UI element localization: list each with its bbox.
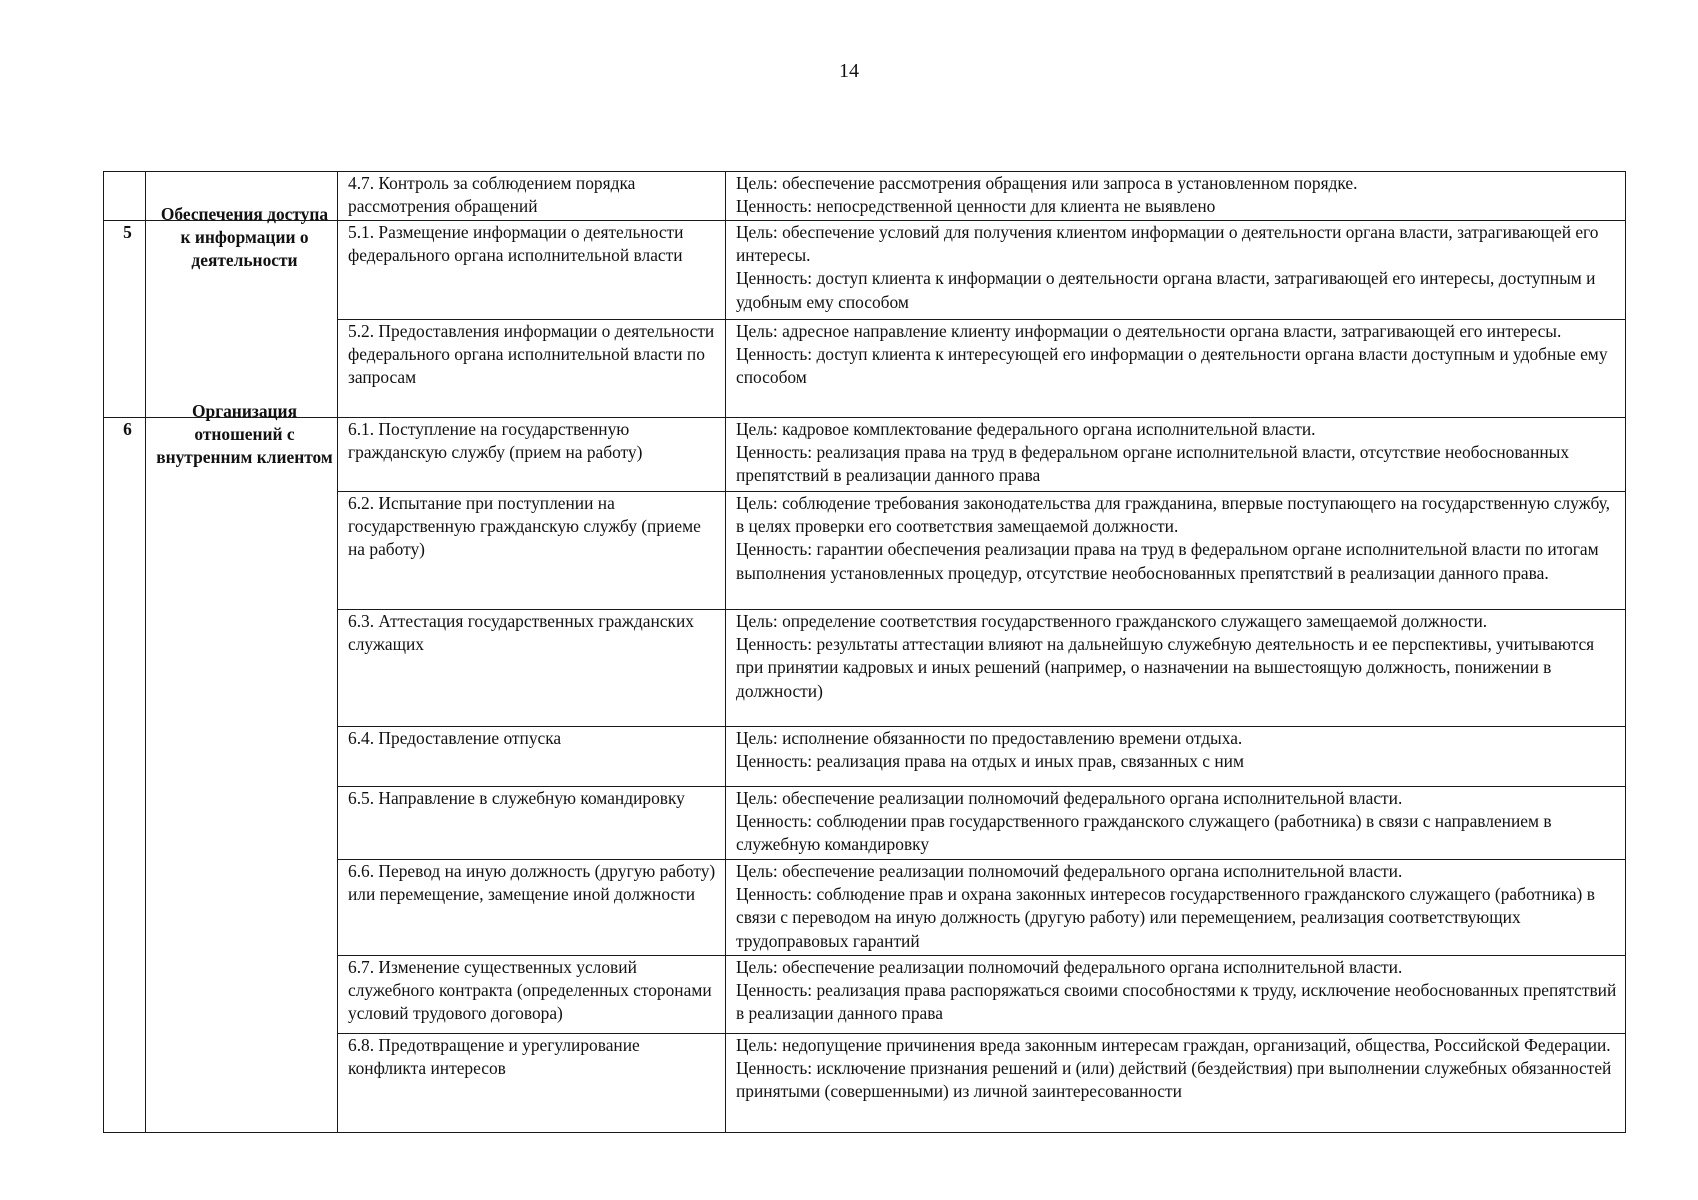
process-cell: 6.1. Поступление на государственную гражданскую службу (прием на работу) xyxy=(338,418,726,492)
page-number: 14 xyxy=(839,60,859,82)
description-cell xyxy=(726,320,1626,418)
value-text: Ценность: реализация права на отдых и иных прав, связанных с ним xyxy=(736,751,1244,772)
section-group xyxy=(146,204,338,418)
goal-text: Цель: обеспечение реализации полномочий федерального органа исполнительной власти. xyxy=(736,788,1403,808)
process-cell: 6.8. Предотвращение и урегулирование конфликта интересов xyxy=(338,1034,726,1133)
process-cell: 6.6. Перевод на иную должность (другую работу) или перемещение, замещение иной должности xyxy=(338,860,726,956)
section-number: 6 xyxy=(104,418,146,1133)
goal-text: Цель: кадровое комплектование федерального органа исполнительной власти. xyxy=(736,419,1316,439)
goal-text: Цель: обеспечение реализации полномочий федерального органа исполнительной власти. xyxy=(736,861,1403,881)
description-cell xyxy=(726,492,1626,610)
value-text: Ценность: реализация права на труд в федеральном органе исполнительной власти, отсутствие необоснованных препятствий в реализации данного права xyxy=(736,442,1570,486)
value-text: Ценность: реализация права распоряжаться своими способностями к труду, исключение необоснованных препятствий в реализации данного права xyxy=(736,980,1617,1024)
description-cell xyxy=(726,860,1626,956)
description-cell xyxy=(726,221,1626,320)
process-cell: 6.4. Предоставление отпуска xyxy=(338,727,726,787)
value-text: Ценность: доступ клиента к информации о деятельности органа власти, затрагивающей его интересы, доступным и удобным ему способом xyxy=(736,268,1596,312)
process-cell: 6.7. Изменение существенных условий служебного контракта (определенных сторонами условий трудового договора) xyxy=(338,956,726,1034)
goal-text: Цель: соблюдение требования законодательства для гражданина, впервые поступающего на государственную службу, в целях проверки его соответствия замещаемой должности. xyxy=(736,493,1610,537)
process-table xyxy=(103,171,1626,1133)
description-cell xyxy=(726,1034,1626,1133)
value-text: Ценность: доступ клиента к интересующей его информации о деятельности органа власти доступным и удобные ему способом xyxy=(736,344,1608,388)
goal-text: Цель: адресное направление клиенту информации о деятельности органа власти, затрагивающей его интересы. xyxy=(736,321,1562,341)
goal-text: Цель: обеспечение реализации полномочий федерального органа исполнительной власти. xyxy=(736,957,1403,977)
description-cell xyxy=(726,418,1626,492)
section-group-label: Обеспечения доступа к информации о деятельности xyxy=(160,204,329,271)
process-cell: 4.7. Контроль за соблюдением порядка рассмотрения обращений xyxy=(338,172,726,221)
goal-text: Цель: обеспечение условий для получения клиентом информации о деятельности органа власти, затрагивающей его интересы. xyxy=(736,222,1599,266)
section-number: 5 xyxy=(104,221,146,418)
section-group xyxy=(146,401,338,1133)
process-cell: 5.2. Предоставления информации о деятельности федерального органа исполнительной власти по запросам xyxy=(338,320,726,418)
description-cell xyxy=(726,727,1626,787)
description-cell xyxy=(726,787,1626,860)
section-group-label: Организация отношений с внутренним клиентом xyxy=(156,401,333,468)
value-text: Ценность: соблюдении прав государственного гражданского служащего (работника) в связи с направлением в служебную командировку xyxy=(736,811,1552,855)
goal-text: Цель: обеспечение рассмотрения обращения или запроса в установленном порядке. xyxy=(736,173,1358,193)
process-cell: 6.2. Испытание при поступлении на государственную гражданскую службу (приеме на работу) xyxy=(338,492,726,610)
process-cell: 6.5. Направление в служебную командировку xyxy=(338,787,726,860)
description-cell xyxy=(726,610,1626,727)
description-cell xyxy=(726,956,1626,1034)
description-cell xyxy=(726,172,1626,221)
goal-text: Цель: определение соответствия государственного гражданского служащего замещаемой должности. xyxy=(736,611,1488,631)
table-row xyxy=(104,418,1626,492)
process-cell: 5.1. Размещение информации о деятельности федерального органа исполнительной власти xyxy=(338,221,726,320)
goal-text: Цель: недопущение причинения вреда законным интересам граждан, организаций, общества, Российской Федерации. xyxy=(736,1035,1611,1055)
value-text: Ценность: исключение признания решений и (или) действий (бездействия) при выполнении служебных обязанностей принятыми (совершенными) из личной заинтересованности xyxy=(736,1058,1612,1102)
goal-text: Цель: исполнение обязанности по предоставлению времени отдыха. xyxy=(736,728,1243,748)
table-row xyxy=(104,221,1626,320)
value-text: Ценность: соблюдение прав и охрана законных интересов государственного гражданского служащего (работника) в связи с переводом на иную должность (другую работу) или перемещением, реализация соответствующих трудоправовых гарантий xyxy=(736,884,1595,951)
value-text: Ценность: непосредственной ценности для клиента не выявлено xyxy=(736,196,1216,217)
number-cell xyxy=(104,172,146,221)
value-text: Ценность: результаты аттестации влияют на дальнейшую служебную деятельность и ее перспективы, учитываются при принятии кадровых и иных решений (например, о назначении на вышестоящую должность, понижении в должности) xyxy=(736,634,1595,701)
process-cell: 6.3. Аттестация государственных гражданских служащих xyxy=(338,610,726,727)
value-text: Ценность: гарантии обеспечения реализации права на труд в федеральном органе исполнительной власти по итогам выполнения установленных процедур, отсутствие необоснованных препятствий в реализации данного права. xyxy=(736,539,1599,583)
